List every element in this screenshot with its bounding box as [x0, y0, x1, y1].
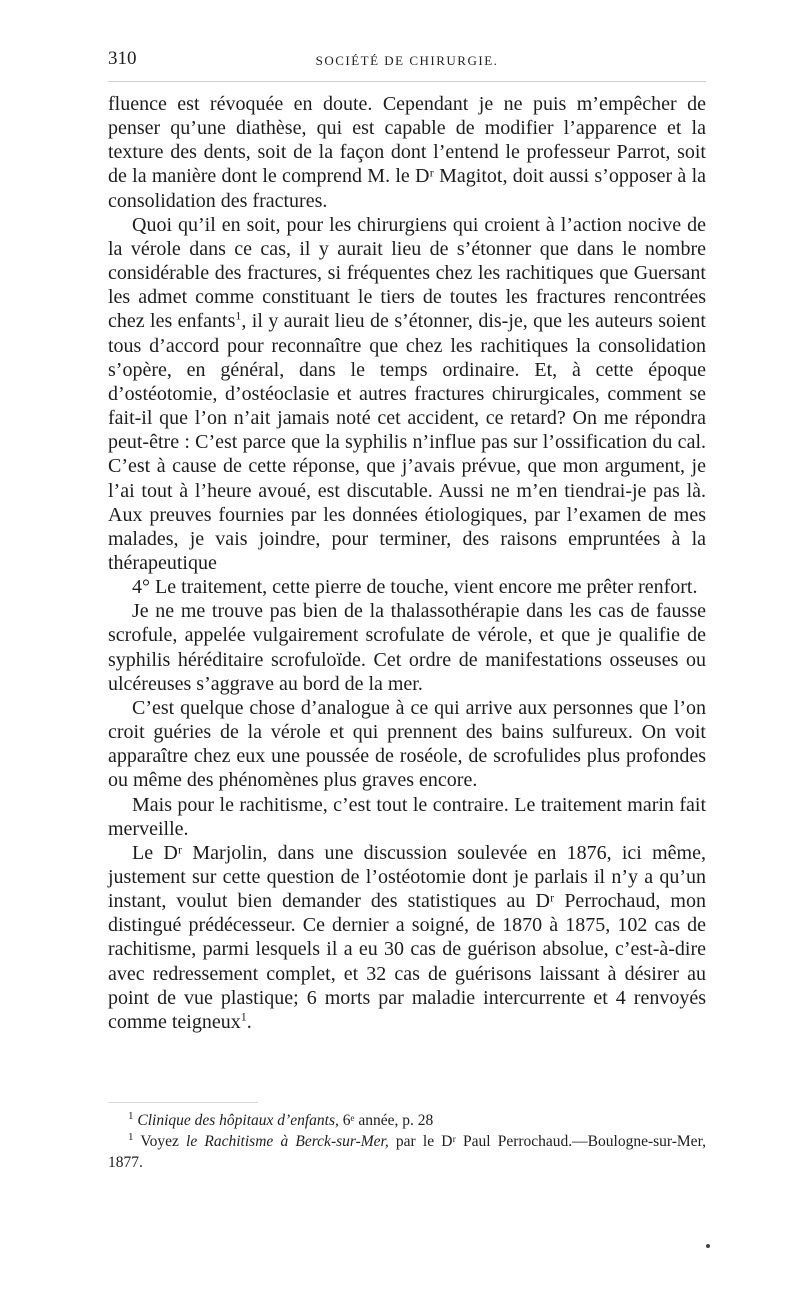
paragraph-3: 4° Le traitement, cette pierre de touche, vient encore me prêter renfort.	[132, 576, 698, 599]
paragraph-5: C’est quelque chose d’analogue à ce qui arrive aux personnes que l’on croit guéries de la vérole et qui prennent des bains sulfureux. On voit apparaître chez eux une poussée de roséole, de scrofulides plus profondes ou même des phénomènes plus graves encore.	[108, 696, 706, 792]
header-rule	[108, 81, 706, 82]
footnote-2-rest: par le Dʳ Paul Perrochaud.—Boulogne-sur-Mer, 1877.	[108, 1133, 706, 1171]
footnote-reference-1: 1	[235, 308, 242, 323]
page-number: 310	[108, 48, 137, 69]
paragraph-2	[108, 213, 706, 575]
footnote-2-mark: 1	[128, 1130, 134, 1143]
footnote-1-title: Clinique des hôpitaux d’enfants,	[137, 1112, 339, 1129]
ink-speck	[706, 1244, 710, 1248]
running-head: SOCIÉTÉ DE CHIRURGIE.	[315, 53, 499, 68]
footnote-1-mark: 1	[128, 1109, 134, 1122]
body-text	[108, 92, 706, 1034]
paragraph-7-end: .	[246, 1010, 252, 1033]
footnotes	[108, 1110, 706, 1173]
paragraph-7-text: Le Dʳ Marjolin, dans une discussion soulevée en 1876, ici même, justement sur cette question de l’ostéotomie dont je parlais il n’y a qu’un instant, voulut bien demander des statistiques au Dʳ Perrochaud, mon distingué prédécesseur. Ce dernier a soigné, de 1870 à 1875, 102 cas de rachitisme, parmi lesquels il a eu 30 cas de guérison absolue, c’est-à-dire avec redressement complet, et 32 cas de guérisons laissant à désirer au point de vue plastique; 6 morts par maladie intercurrente et 4 renvoyés comme teigneux	[108, 841, 706, 1033]
page-header	[108, 44, 706, 74]
paragraph-6: Mais pour le rachitisme, c’est tout le contraire. Le traitement marin fait merveille.	[108, 793, 706, 840]
footnote-1	[108, 1110, 706, 1131]
paragraph-2-part-b: , il y aurait lieu de s’étonner, dis-je, que les auteurs soient tous d’accord pour reconnaître que chez les rachitiques la consolidation s’opère, en général, dans le temps ordinaire. Et, à cette époque d’ostéotomie, d’ostéoclasie et autres fractures chirurgicales, comment se fait-il que l’on n’ait jamais noté cet accident, ce retard? On me répondra peut-être : C’est parce que la syphilis n’influe pas sur l’ossification du cal. C’est à cause de cette réponse, que j’avais prévue, que mon argument, je l’ai tout à l’heure avoué, est discutable. Aussi ne m’en tiendrai-je pas là. Aux preuves fournies par les données étiologiques, par l’examen de mes malades, je vais joindre, pour terminer, des raisons empruntées à la thérapeutique	[108, 310, 706, 574]
footnote-reference-2: 1	[240, 1009, 247, 1024]
paragraph-4: Je ne me trouve pas bien de la thalassothérapie dans les cas de fausse scrofule, appelée vulgairement scrofulate de vérole, et que je qualifie de syphilis héréditaire scrofuloïde. Cet ordre de manifestations osseuses ou ulcéreuses s’aggrave au bord de la mer.	[108, 600, 706, 695]
footnote-2-title: le Rachitisme à Berck-sur-Mer,	[186, 1133, 389, 1150]
footnote-rule	[108, 1102, 258, 1103]
paragraph-7	[108, 841, 706, 1034]
paragraph-2-part-a: Quoi qu’il en soit, pour les chirurgiens qui croient à l’action nocive de la vérole dans ce cas, il y aurait lieu de s’étonner que dans le nombre considérable des fractures, si fréquentes chez les rachitiques que Guersant les admet comme constituant le tiers de toutes les fractures rencontrées chez les enfants	[108, 213, 706, 333]
footnote-1-rest: 6ᵉ année, p. 28	[338, 1112, 434, 1129]
footnote-2	[108, 1131, 706, 1173]
footnote-2-lead: Voyez	[140, 1133, 187, 1150]
paragraph-1: fluence est révoquée en doute. Cependant je ne puis m’empêcher de penser qu’une diathèse, qui est capable de modifier l’apparence et la texture des dents, soit de la façon dont l’entend le professeur Parrot, soit de la manière dont le comprend M. le Dʳ Magitot, doit aussi s’opposer à la consolidation des fractures.	[108, 93, 706, 212]
